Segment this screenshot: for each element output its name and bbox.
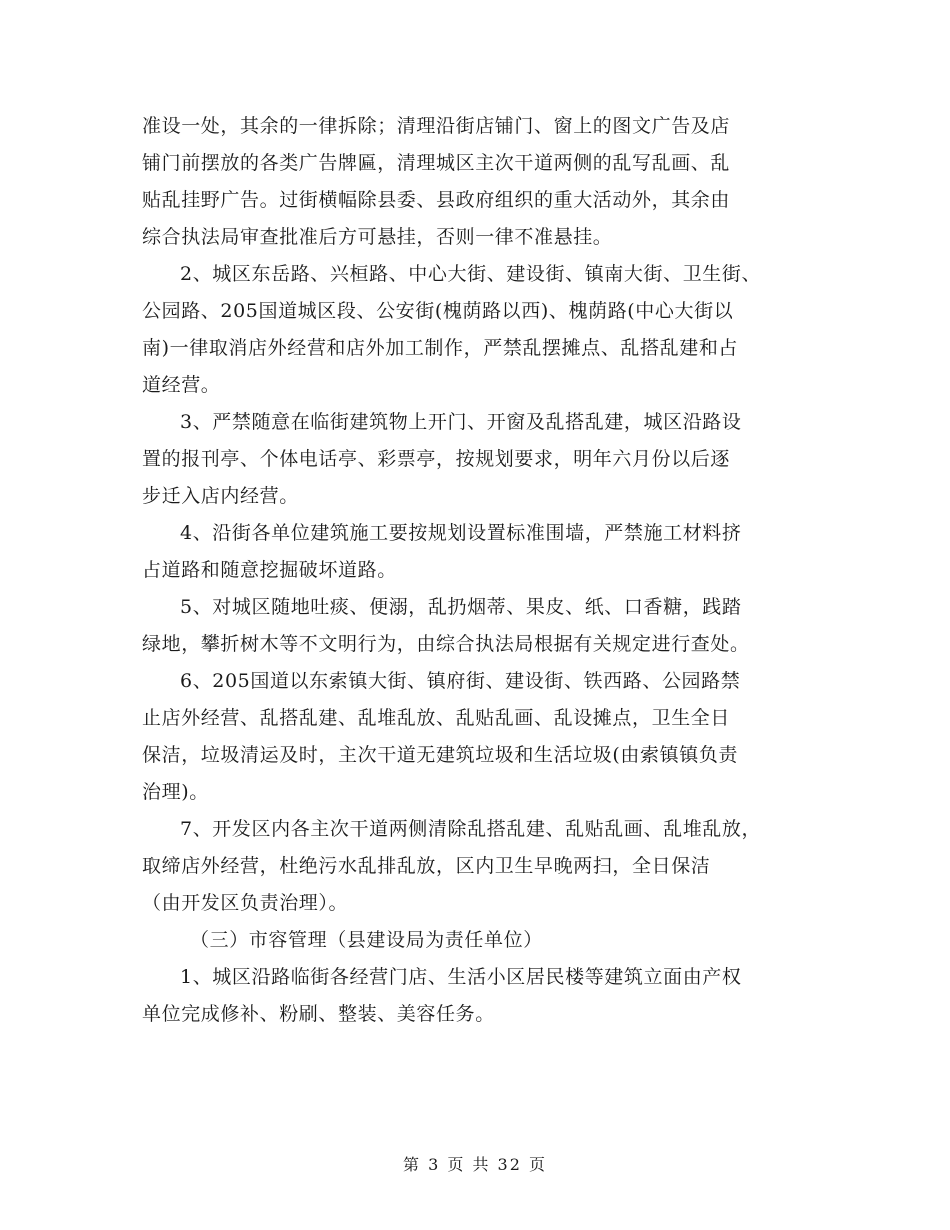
text-line: 取缔店外经营，杜绝污水乱排乱放，区内卫生早晚两扫，全日保洁: [142, 855, 711, 877]
text-line: 治理)。: [142, 781, 209, 803]
text-line: 6、205国道以东索镇大街、镇府街、建设街、铁西路、公园路禁: [180, 670, 741, 692]
page-label-mid: 页 共: [447, 1155, 491, 1174]
text-line: 步迁入店内经营。: [142, 485, 299, 507]
text-line: 3、严禁随意在临街建筑物上开门、开窗及乱搭乱建，城区沿路设: [180, 411, 742, 433]
paragraph-item-7: [142, 811, 822, 922]
text-line: 保洁，垃圾清运及时，主次干道无建筑垃圾和生活垃圾(由索镇镇负责: [142, 744, 739, 766]
text-line: 铺门前摆放的各类广告牌匾，清理城区主次干道两侧的乱写乱画、乱: [142, 152, 731, 174]
paragraph-continuation: [142, 108, 822, 256]
total-pages: 32: [497, 1155, 522, 1174]
paragraph-item-5: [142, 589, 822, 663]
paragraph-item-2: [142, 256, 822, 404]
paragraph-item-6: [142, 663, 822, 811]
text-line: 4、沿街各单位建筑施工要按规划设置标准围墙，严禁施工材料挤: [180, 522, 742, 544]
section-heading: [142, 922, 822, 959]
text-line: 2、城区东岳路、兴桓路、中心大街、建设街、镇南大街、卫生街、: [180, 263, 762, 285]
text-line: 准设一处，其余的一律拆除；清理沿街店铺门、窗上的图文广告及店: [142, 115, 731, 137]
page-number: 3: [428, 1155, 441, 1174]
page-label-prefix: 第: [402, 1155, 421, 1174]
heading-line: （三）市容管理（县建设局为责任单位）: [190, 929, 543, 951]
text-line: 1、城区沿路临街各经营门店、生活小区居民楼等建筑立面由产权: [180, 966, 742, 988]
text-line: 7、开发区内各主次干道两侧清除乱搭乱建、乱贴乱画、乱堆乱放，: [180, 818, 762, 840]
paragraph-item-3: [142, 404, 822, 515]
text-line: 置的报刊亭、个体电话亭、彩票亭，按规划要求，明年六月份以后逐: [142, 448, 731, 470]
page-footer: [0, 1152, 950, 1175]
text-line: 占道路和随意挖掘破坏道路。: [142, 559, 397, 581]
text-line: 单位完成修补、粉刷、整装、美容任务。: [142, 1003, 495, 1025]
paragraph-section3-item-1: [142, 959, 822, 1033]
text-line: 止店外经营、乱搭乱建、乱堆乱放、乱贴乱画、乱设摊点，卫生全日: [142, 707, 731, 729]
text-line: 南)一律取消店外经营和店外加工制作，严禁乱摆摊点、乱搭乱建和占: [142, 337, 739, 359]
text-line: 综合执法局审查批准后方可悬挂，否则一律不准悬挂。: [142, 226, 613, 248]
document-body: [142, 108, 822, 1033]
text-line: 5、对城区随地吐痰、便溺，乱扔烟蒂、果皮、纸、口香糖，践踏: [180, 596, 742, 618]
text-line: 绿地，攀折树木等不文明行为，由综合执法局根据有关规定进行查处。: [142, 633, 750, 655]
text-line: 公园路、205国道城区段、公安街(槐荫路以西)、槐荫路(中心大街以: [142, 300, 734, 322]
page-label-suffix: 页: [529, 1155, 548, 1174]
text-line: 道经营。: [142, 374, 221, 396]
text-line: 贴乱挂野广告。过街横幅除县委、县政府组织的重大活动外，其余由: [142, 189, 731, 211]
paragraph-item-4: [142, 515, 822, 589]
text-line: （由开发区负责治理）。: [142, 892, 349, 914]
